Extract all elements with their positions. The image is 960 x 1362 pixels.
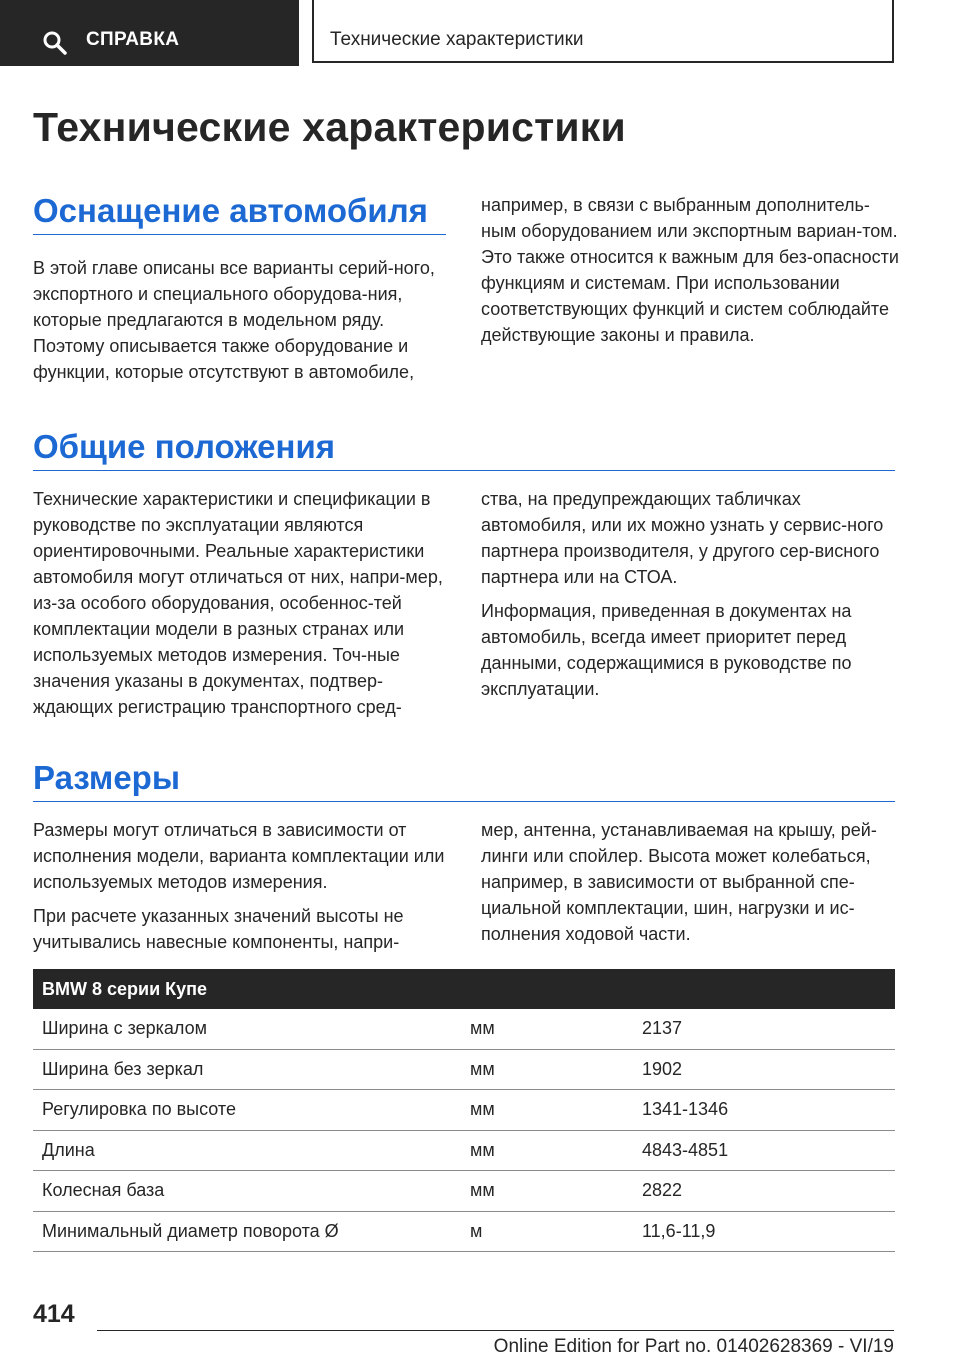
top-bar [0,0,960,66]
dimensions-left-column [33,817,453,963]
dimensions-left-paragraph-1: Размеры могут отличаться в зависимости от исполнения модели, варианта комплектации или используемых методов измерения. [33,820,445,892]
table-row [33,1171,895,1212]
footer-divider [97,1330,894,1331]
general-left-paragraph: Технические характеристики и спецификации в руководстве по эксплуатации являются ориентировочными. Реальные характеристики автомобиля могут отличаться от них, напри-мер, из-за особого оборудования, особеннос-тей комплектации модели в разных странах или используемых методов измерения. Точ-ные значения указаны в документах, подтвер-ждающих регистрацию транспортного сред- [33,489,443,717]
table-cell-parameter: Длина [42,1139,95,1160]
equipment-right-paragraph: например, в связи с выбранным дополнитель-ным оборудованием или экспортным вариан-том. Это также относится к важным для без-опасности функциям и системам. При использовании соответствующих функций и систем соблюдайте действующие законы и правила. [481,195,899,345]
table-cell-unit: мм [470,1058,495,1079]
help-label: СПРАВКА [86,29,180,50]
footer-edition-text: Online Edition for Part no. 01402628369 - VI/19 [493,1336,894,1357]
table-cell-value: 4843-4851 [642,1139,729,1160]
general-left-column [33,486,453,728]
table-cell-unit: мм [470,1099,495,1119]
dimensions-right-paragraph: мер, антенна, устанавливаемая на крышу, рей-линги или спойлер. Высота может колебаться, например, в зависимости от выбранной спе-циальной комплектации, шин, нагрузки и ис-полнения ходовой части. [481,820,877,944]
table-cell-value: 11,6-11,9 [642,1220,716,1241]
table-row [33,1212,895,1253]
equipment-right-column [481,192,901,356]
general-right-paragraph-1: ства, на предупреждающих табличках автомобиля, или их можно узнать у сервис-ного партнера производителя, у другого сер-висного партнера или на СТОА. [481,489,884,587]
equipment-left-column [33,255,453,393]
dimensions-table [33,969,895,1252]
section-tab[interactable] [312,0,894,63]
section-tab-label: Технические характеристики [330,29,584,50]
table-cell-parameter: Минимальный диаметр поворота Ø [42,1220,339,1241]
table-cell-parameter: Регулировка по высоте [42,1099,236,1119]
table-cell-unit: мм [470,1180,495,1200]
table-cell-value: 1341-1346 [642,1099,729,1119]
table-cell-unit: мм [470,1139,495,1160]
table-cell-parameter: Колесная база [42,1180,165,1200]
table-cell-parameter: Ширина без зеркал [42,1058,204,1079]
table-row [33,1131,895,1172]
section-heading-dimensions: Размеры [33,759,181,796]
table-header: BMW 8 серии Купе [33,969,895,1009]
search-icon [42,30,68,56]
table-cell-unit: м [470,1220,483,1241]
general-right-paragraph-2: Информация, приведенная в документах на автомобиль, всегда имеет приоритет перед данными, содержащимися в руководстве по эксплуатации. [481,601,852,699]
section-heading-general: Общие положения [33,428,336,465]
table-cell-value: 1902 [642,1058,683,1079]
dimensions-right-column [481,817,901,955]
equipment-left-paragraph: В этой главе описаны все варианты серий-ного, экспортного и специального оборудова-ния, которые предлагаются в модельном ряду. Поэтому описывается также оборудование и функции, которые отсутствуют в автомобиле, [33,258,435,382]
table-row [33,1090,895,1131]
page-number: 414 [33,1300,75,1328]
page-title: Технические характеристики [33,104,626,150]
dimensions-left-paragraph-2: При расчете указанных значений высоты не учитывались навесные компоненты, напри- [33,906,404,952]
table-row [33,1009,895,1050]
table-cell-parameter: Ширина с зеркалом [42,1018,208,1038]
table-row [33,1050,895,1091]
general-right-column [481,486,901,710]
section-rule-dimensions [33,801,895,802]
section-rule-general [33,470,895,471]
table-cell-unit: мм [470,1018,495,1038]
section-heading-equipment: Оснащение автомобиля [33,192,428,229]
table-cell-value: 2137 [642,1018,683,1038]
help-tab[interactable] [0,0,299,66]
section-rule-equipment [33,234,446,235]
table-cell-value: 2822 [642,1180,683,1200]
